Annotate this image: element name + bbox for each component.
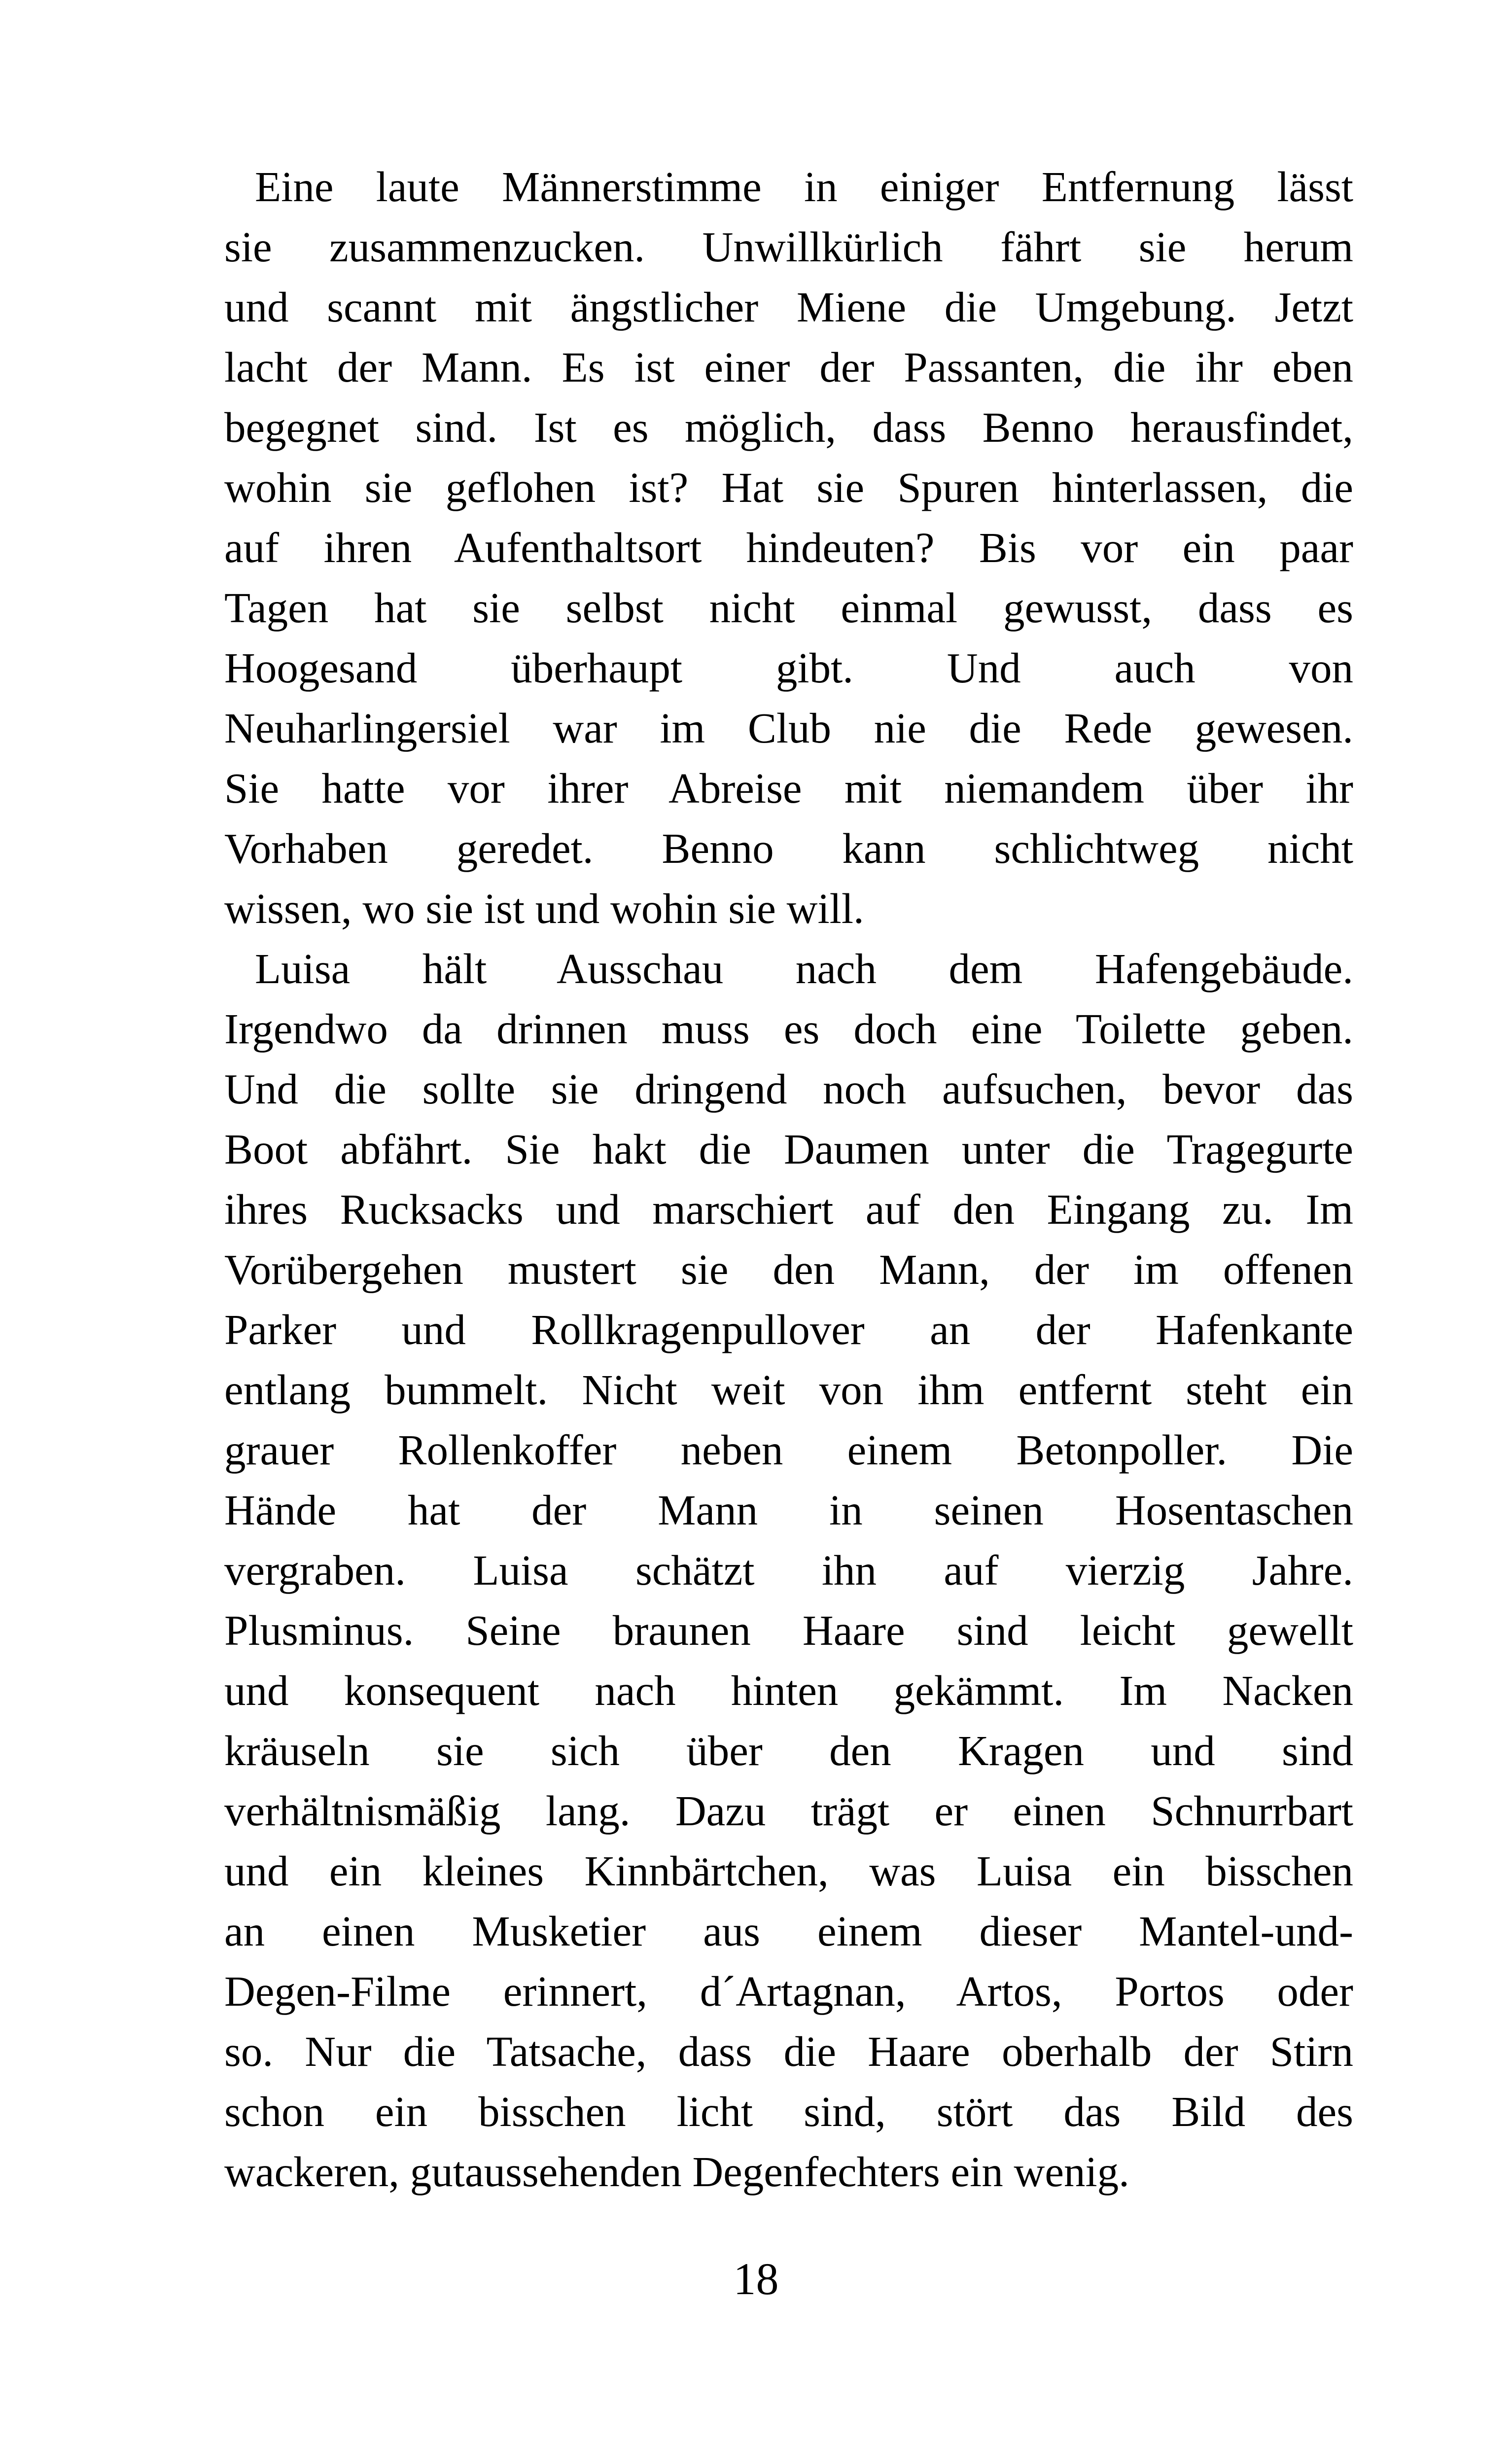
text-line: Parker und Rollkragenpullover an der Hafenkante (224, 1306, 1353, 1353)
text-line: verhältnismäßig lang. Dazu trägt er einen Schnurrbart (224, 1787, 1353, 1835)
text-line: Boot abfährt. Sie hakt die Daumen unter die Tragegurte (224, 1125, 1353, 1173)
text-line: Sie hatte vor ihrer Abreise mit niemandem über ihr (224, 764, 1353, 812)
text-line: an einen Musketier aus einem dieser Mantel-und- (224, 1907, 1353, 1955)
text-line: Vorhaben geredet. Benno kann schlichtweg nicht (224, 824, 1353, 872)
text-line: Luisa hält Ausschau nach dem Hafengebäude. (255, 945, 1353, 992)
text-line: Vorübergehen mustert sie den Mann, der im offenen (224, 1245, 1353, 1293)
text-line: Neuharlingersiel war im Club nie die Rede gewesen. (224, 704, 1353, 752)
text-line: Irgendwo da drinnen muss es doch eine Toilette geben. (224, 1005, 1353, 1053)
text-line: schon ein bisschen licht sind, stört das Bild des (224, 2088, 1353, 2135)
text-line: Hände hat der Mann in seinen Hosentaschen (224, 1486, 1353, 1534)
text-line: Eine laute Männerstimme in einiger Entfernung lässt (255, 163, 1353, 211)
text-line: ihres Rucksacks und marschiert auf den Eingang zu. Im (224, 1185, 1353, 1233)
text-line: kräuseln sie sich über den Kragen und sind (224, 1727, 1353, 1774)
paragraph (224, 939, 1353, 2202)
text-line: und konsequent nach hinten gekämmt. Im Nacken (224, 1666, 1353, 1714)
text-line: Und die sollte sie dringend noch aufsuchen, bevor das (224, 1065, 1353, 1113)
page-number: 18 (733, 2254, 779, 2304)
text-line: Tagen hat sie selbst nicht einmal gewusst, dass es (224, 584, 1353, 632)
text-line: begegnet sind. Ist es möglich, dass Benno herausfindet, (224, 403, 1353, 451)
text-line: grauer Rollenkoffer neben einem Betonpoller. Die (224, 1426, 1353, 1474)
body-text (224, 157, 1353, 2202)
text-line: entlang bummelt. Nicht weit von ihm entfernt steht ein (224, 1366, 1353, 1414)
text-line: vergraben. Luisa schätzt ihn auf vierzig Jahre. (224, 1546, 1353, 1594)
text-line: wissen, wo sie ist und wohin sie will. (224, 885, 864, 932)
text-line: Degen-Filme erinnert, d´Artagnan, Artos, Portos oder (224, 1967, 1353, 2015)
text-line: auf ihren Aufenthaltsort hindeuten? Bis vor ein paar (224, 524, 1353, 571)
text-line: so. Nur die Tatsache, dass die Haare oberhalb der Stirn (224, 2027, 1353, 2075)
text-line: und scannt mit ängstlicher Miene die Umgebung. Jetzt (224, 283, 1353, 331)
text-line: und ein kleines Kinnbärtchen, was Luisa ein bisschen (224, 1847, 1353, 1895)
text-line: sie zusammenzucken. Unwillkürlich fährt sie herum (224, 223, 1353, 271)
paragraph (224, 157, 1353, 939)
text-line: Plusminus. Seine braunen Haare sind leicht gewellt (224, 1606, 1353, 1654)
text-line: wackeren, gutaussehenden Degenfechters ein wenig. (224, 2148, 1129, 2196)
text-line: lacht der Mann. Es ist einer der Passanten, die ihr eben (224, 343, 1353, 391)
text-line: Hoogesand überhaupt gibt. Und auch von (224, 644, 1353, 692)
text-line: wohin sie geflohen ist? Hat sie Spuren hinterlassen, die (224, 463, 1353, 511)
